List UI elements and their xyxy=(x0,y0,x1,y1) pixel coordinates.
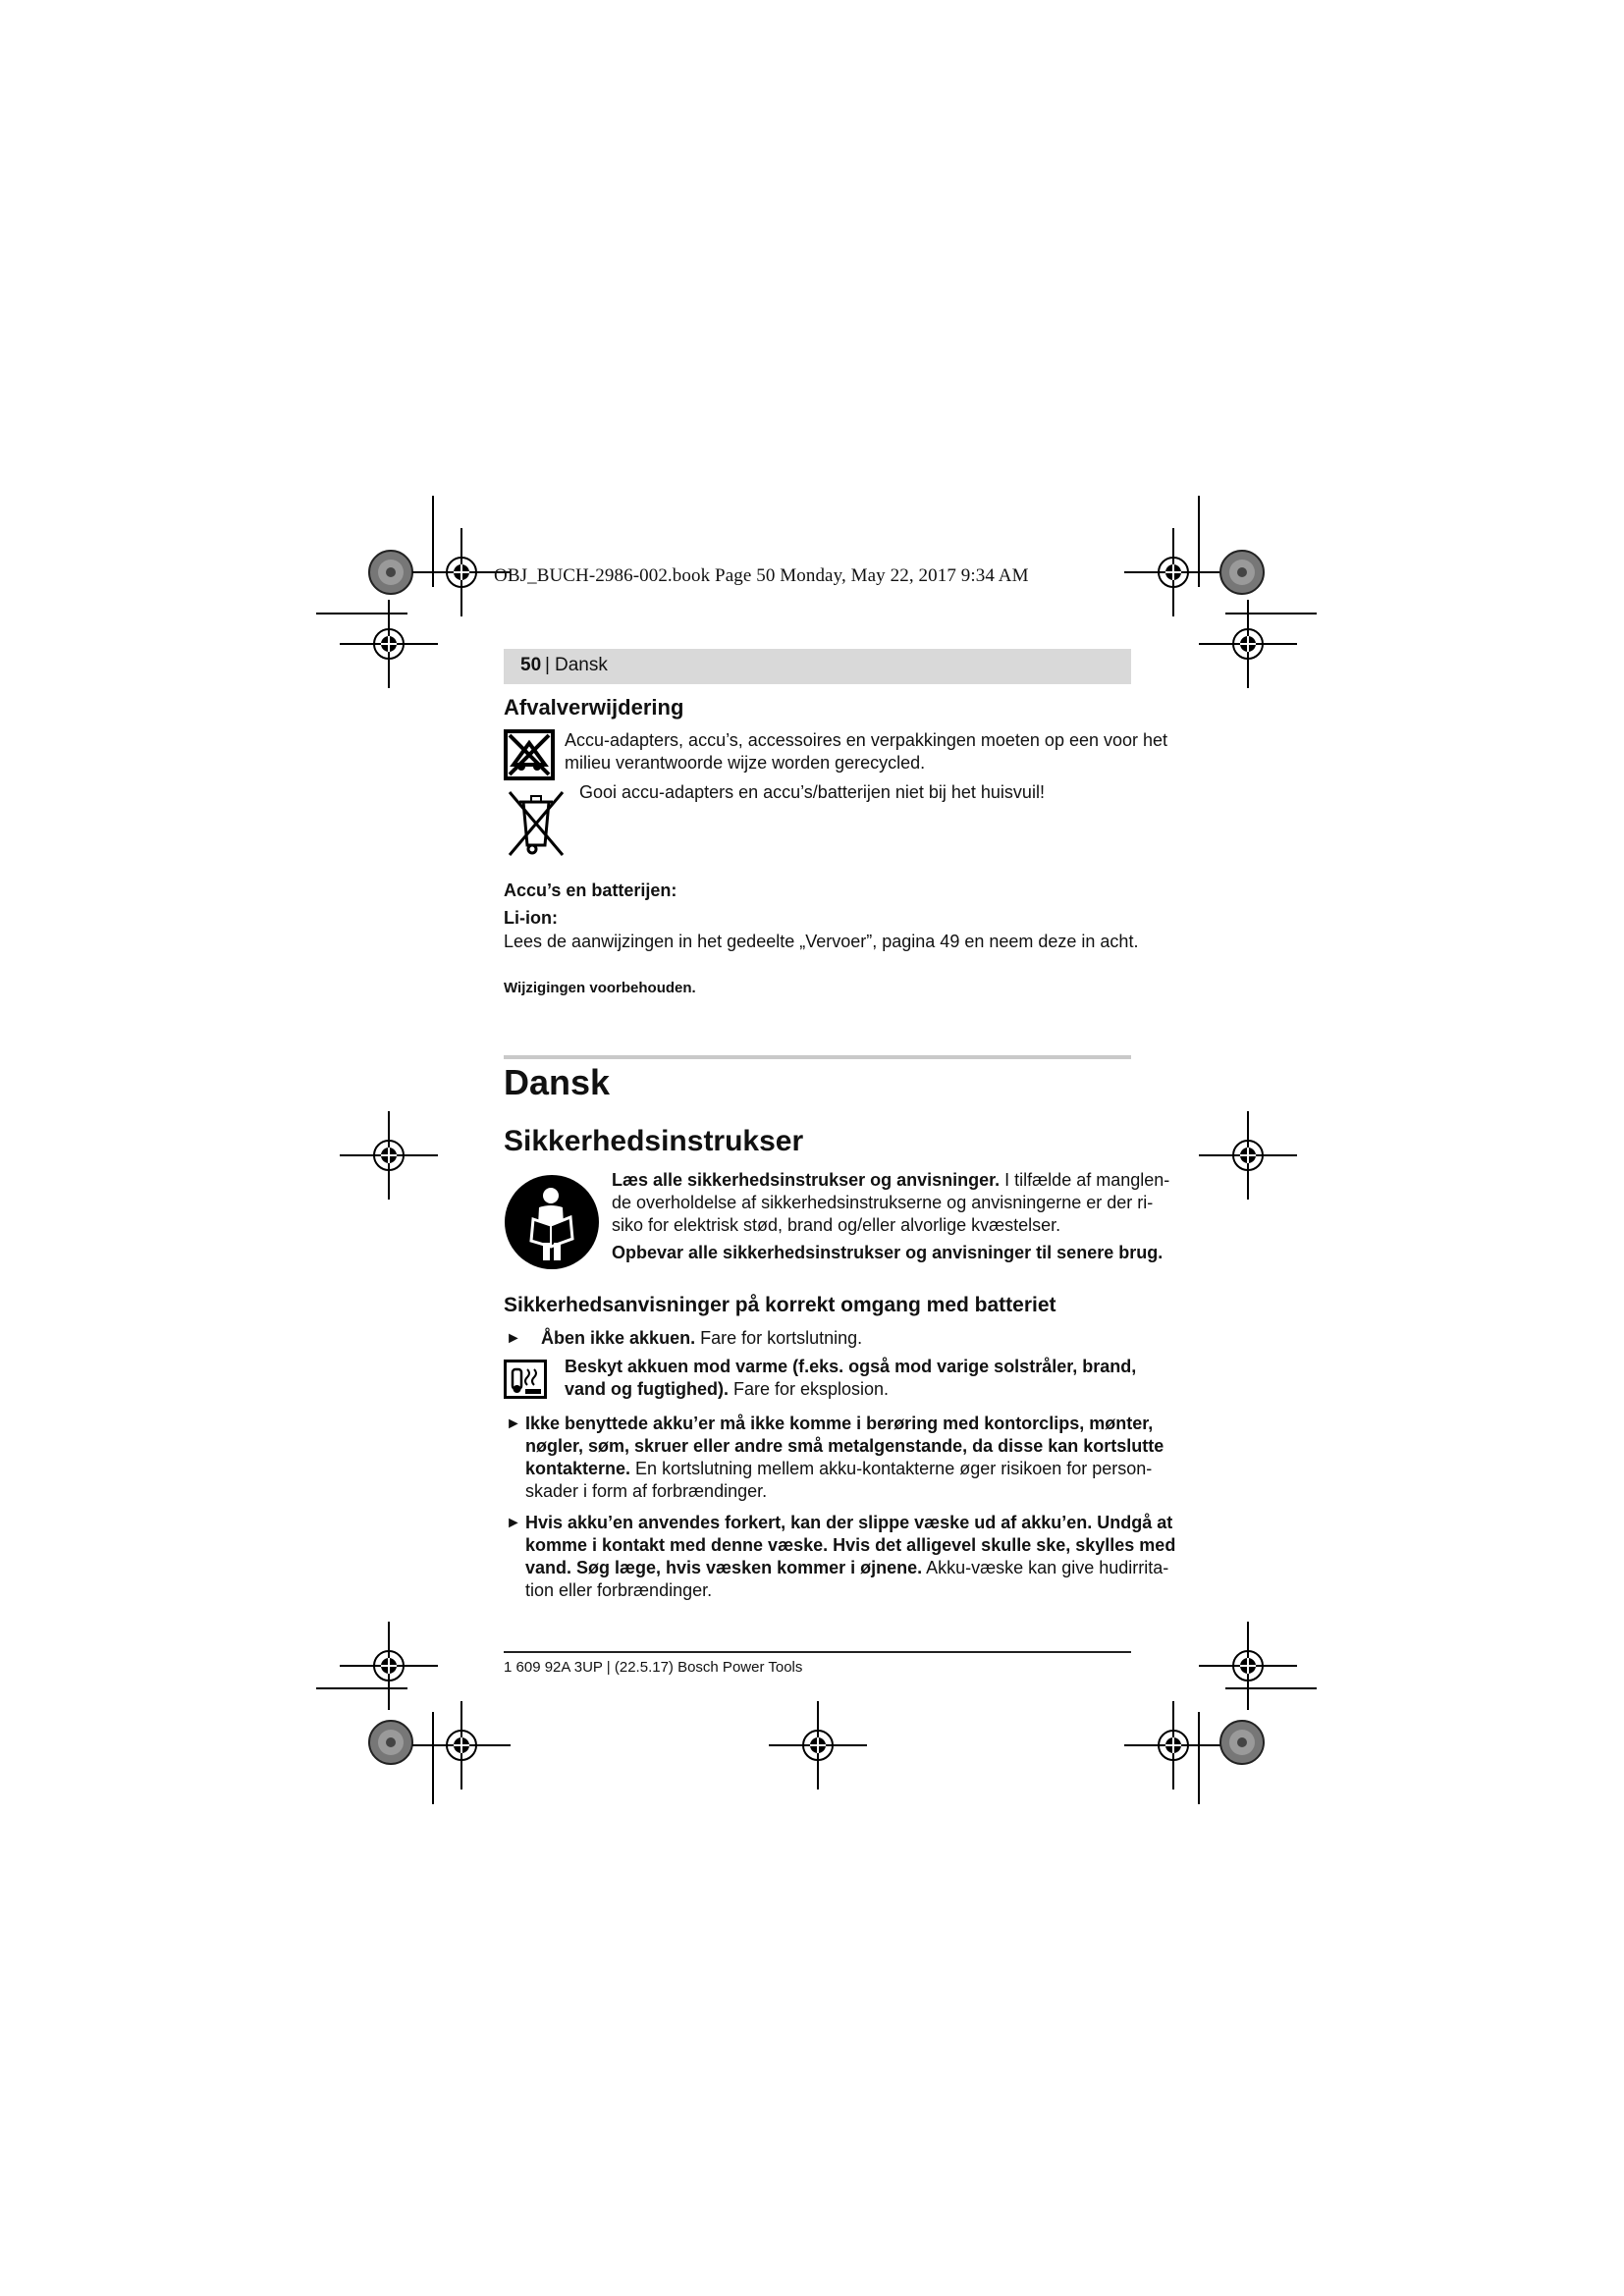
print-header: OBJ_BUCH-2986-002.book Page 50 Monday, May 22, 2017 9:34 AM xyxy=(494,565,1029,586)
crossed-bin-icon xyxy=(506,788,567,859)
bullet-4-line3 xyxy=(525,1557,1168,1579)
bullet-1-rest: Fare for kortslutning. xyxy=(695,1328,863,1348)
changes-note: Wijzigingen voorbehouden. xyxy=(504,980,696,996)
bullet-2-line1: Beskyt akkuen mod varme (f.eks. også mod varige solstråler, brand, xyxy=(565,1357,1137,1376)
bullet-2-line2 xyxy=(565,1378,889,1401)
batteries-heading: Accu’s en batterijen: xyxy=(504,881,677,900)
bullet-1-bold: Åben ikke akkuen. xyxy=(541,1328,696,1348)
bullet-4-line4: tion eller forbrændinger. xyxy=(525,1580,713,1600)
bullet-3-line3 xyxy=(525,1458,1152,1480)
bullet-3-line1: Ikke benyttede akku’er må ikke komme i berøring med kontorclips, mønter, xyxy=(525,1414,1154,1433)
bullet-glyph: ► xyxy=(506,1515,521,1531)
recycle-text-line1: Accu-adapters, accu’s, accessoires en verpakkingen moeten op een voor het xyxy=(565,730,1168,750)
bullet-4-line1: Hvis akku’en anvendes forkert, kan der slippe væske ud af akku’en. Undgå at xyxy=(525,1513,1173,1532)
bullet-4-line3-rest: Akku-væske kan give hudirrita- xyxy=(922,1558,1169,1577)
liion-heading: Li-ion: xyxy=(504,908,558,928)
language-title: Dansk xyxy=(504,1062,611,1102)
read-manual-icon xyxy=(504,1174,600,1270)
bullet-2-line2-rest: Fare for eksplosion. xyxy=(728,1379,890,1399)
section-title: Sikkerhedsinstrukser xyxy=(504,1125,804,1157)
intro-line4: Opbevar alle sikkerhedsinstrukser og anvisninger til senere brug. xyxy=(612,1243,1164,1262)
header-separator: | xyxy=(545,655,550,675)
footer-rule xyxy=(504,1651,1131,1653)
footer-text: 1 609 92A 3UP | (22.5.17) Bosch Power Tools xyxy=(504,1659,803,1676)
intro-line1-bold: Læs alle sikkerhedsinstrukser og anvisninger. xyxy=(612,1170,1001,1190)
bullet-glyph: ► xyxy=(506,1330,521,1347)
intro-line1 xyxy=(612,1169,1169,1192)
liion-text: Lees de aanwijzingen in het gedeelte „Vervoer”, pagina 49 en neem deze in acht. xyxy=(504,932,1139,951)
battery-safety-heading: Sikkerhedsanvisninger på korrekt omgang med batteriet xyxy=(504,1294,1056,1316)
bullet-3-line2: nøgler, søm, skruer eller andre små metalgenstande, da disse kan kortslutte xyxy=(525,1436,1164,1456)
page-header-bar xyxy=(504,649,1131,684)
page-number: 50 xyxy=(520,655,542,675)
recycle-icon xyxy=(504,729,555,780)
bullet-3-line3-bold: kontakterne. xyxy=(525,1459,631,1478)
bullet-1 xyxy=(541,1327,862,1350)
header-language: Dansk xyxy=(555,655,608,675)
bullet-glyph: ► xyxy=(506,1415,521,1432)
intro-line1-rest: I tilfælde af manglen- xyxy=(1000,1170,1170,1190)
bullet-2-line2-bold: vand og fugtighed). xyxy=(565,1379,729,1399)
bullet-4-line3-bold: vand. Søg læge, hvis væsken kommer i øjnene. xyxy=(525,1558,923,1577)
recycle-text-line2: milieu verantwoorde wijze worden gerecycled. xyxy=(565,753,926,773)
intro-line3: siko for elektrisk stød, brand og/eller alvorlige kvæstelser. xyxy=(612,1215,1061,1235)
section-heading-afval: Afvalverwijdering xyxy=(504,695,684,720)
bullet-4-line2: komme i kontakt med denne væske. Hvis det alligevel skulle ske, skylles med xyxy=(525,1535,1176,1555)
bullet-3-line4: skader i form af forbrændinger. xyxy=(525,1481,768,1501)
bullet-3-line3-rest: En kortslutning mellem akku-kontakterne øger risikoen for person- xyxy=(630,1459,1153,1478)
intro-line2: de overholdelse af sikkerhedsinstrukserne og anvisningerne er der ri- xyxy=(612,1193,1154,1212)
heat-warning-icon xyxy=(504,1360,547,1399)
section-divider xyxy=(504,1055,1131,1059)
bin-text: Gooi accu-adapters en accu’s/batterijen niet bij het huisvuil! xyxy=(579,782,1045,802)
